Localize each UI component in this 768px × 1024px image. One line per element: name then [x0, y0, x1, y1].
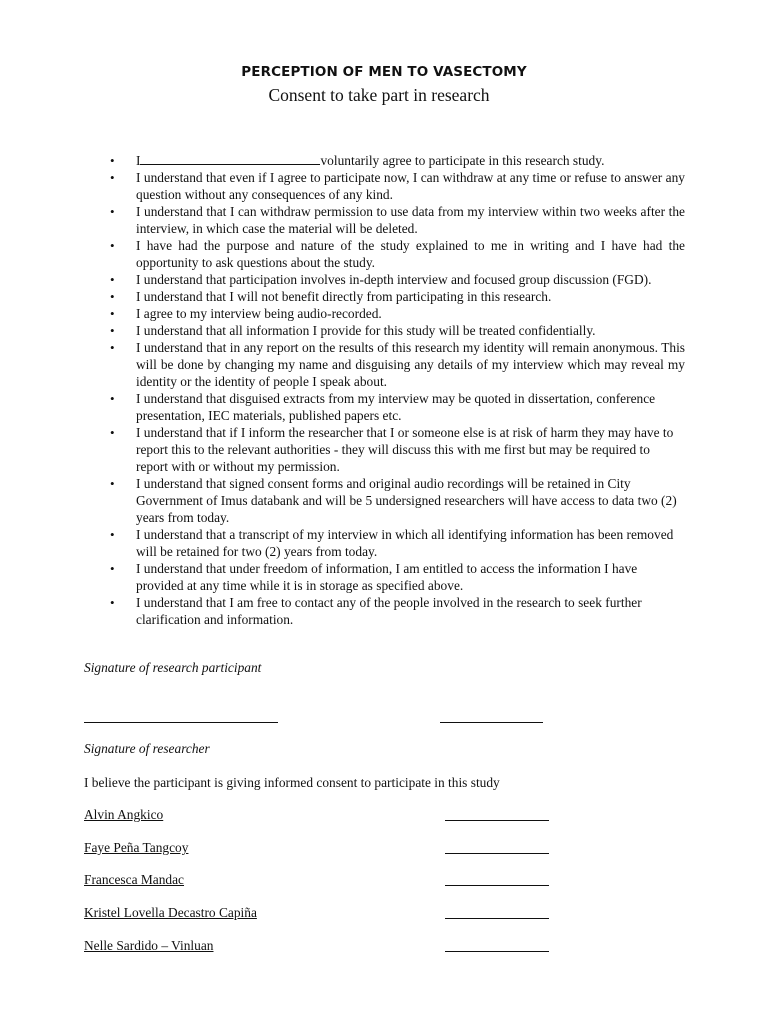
researcher-name: Nelle Sardido – Vinluan [84, 938, 214, 953]
researcher-signature-line [445, 853, 549, 854]
statement-suffix: voluntarily agree to participate in this research study. [320, 153, 605, 168]
document-subtitle: Consent to take part in research [268, 85, 490, 105]
list-item: • I agree to my interview being audio-recorded. [110, 305, 685, 322]
list-item: • I understand that I can withdraw permission to use data from my interview within two weeks after the interview, in which case the material will be deleted. [110, 203, 685, 237]
list-item: • I understand that in any report on the results of this research my identity will remain anonymous. This will be done by changing my name and disguising any details of my interview which may reveal my identity or the identity of people I speak about. [110, 339, 685, 390]
list-item: • I understand that if I inform the researcher that I or someone else is at risk of harm they may have to report this to the relevant authorities - they will discuss this with me first but may be required to report with or without my permission. [110, 424, 685, 475]
list-item: • I understand that a transcript of my interview in which all identifying information has been removed will be retained for two (2) years from today. [110, 526, 685, 560]
list-item: • I understand that disguised extracts from my interview may be quoted in dissertation, conference presentation, IEC materials, published papers etc. [110, 390, 685, 424]
researcher-signature-label: Signature of researcher [84, 741, 210, 756]
participant-name-blank [140, 152, 320, 165]
list-item: • I understand that I am free to contact any of the people involved in the research to seek further clarification and information. [110, 594, 685, 628]
researcher-name: Faye Peña Tangcoy [84, 840, 189, 855]
researcher-signature-line [445, 820, 549, 821]
researcher-name: Kristel Lovella Decastro Capiña [84, 905, 257, 920]
list-item: • I understand that participation involves in-depth interview and focused group discussion (FGD). [110, 271, 685, 288]
list-item: • I understand that under freedom of information, I am entitled to access the information I have provided at any time while it is in storage as specified above. [110, 560, 685, 594]
list-item: • I understand that signed consent forms and original audio recordings will be retained in City Government of Imus databank and will be 5 undersigned researchers will have access to data two (2) years from today. [110, 475, 685, 526]
researcher-signature-line [445, 951, 549, 952]
researcher-name: Alvin Angkico [84, 807, 164, 822]
consent-statements-list [110, 152, 685, 628]
researcher-signature-line [445, 918, 549, 919]
list-item [110, 152, 685, 169]
belief-statement: I believe the participant is giving informed consent to participate in this study [84, 775, 500, 790]
participant-signature-label: Signature of research participant [84, 660, 262, 675]
list-item: • I understand that even if I agree to participate now, I can withdraw at any time or refuse to answer any question without any consequences of any kind. [110, 169, 685, 203]
list-item: • I have had the purpose and nature of the study explained to me in writing and I have had the opportunity to ask questions about the study. [110, 237, 685, 271]
participant-date-line [440, 722, 543, 723]
document-title: PERCEPTION OF MEN TO VASECTOMY [241, 64, 527, 80]
researcher-name: Francesca Mandac [84, 872, 185, 887]
statement-prefix: I [136, 153, 141, 168]
list-item: • I understand that I will not benefit directly from participating in this research. [110, 288, 685, 305]
researcher-signature-line [445, 885, 549, 886]
participant-signature-line [84, 722, 278, 723]
list-item: • I understand that all information I provide for this study will be treated confidentially. [110, 322, 685, 339]
